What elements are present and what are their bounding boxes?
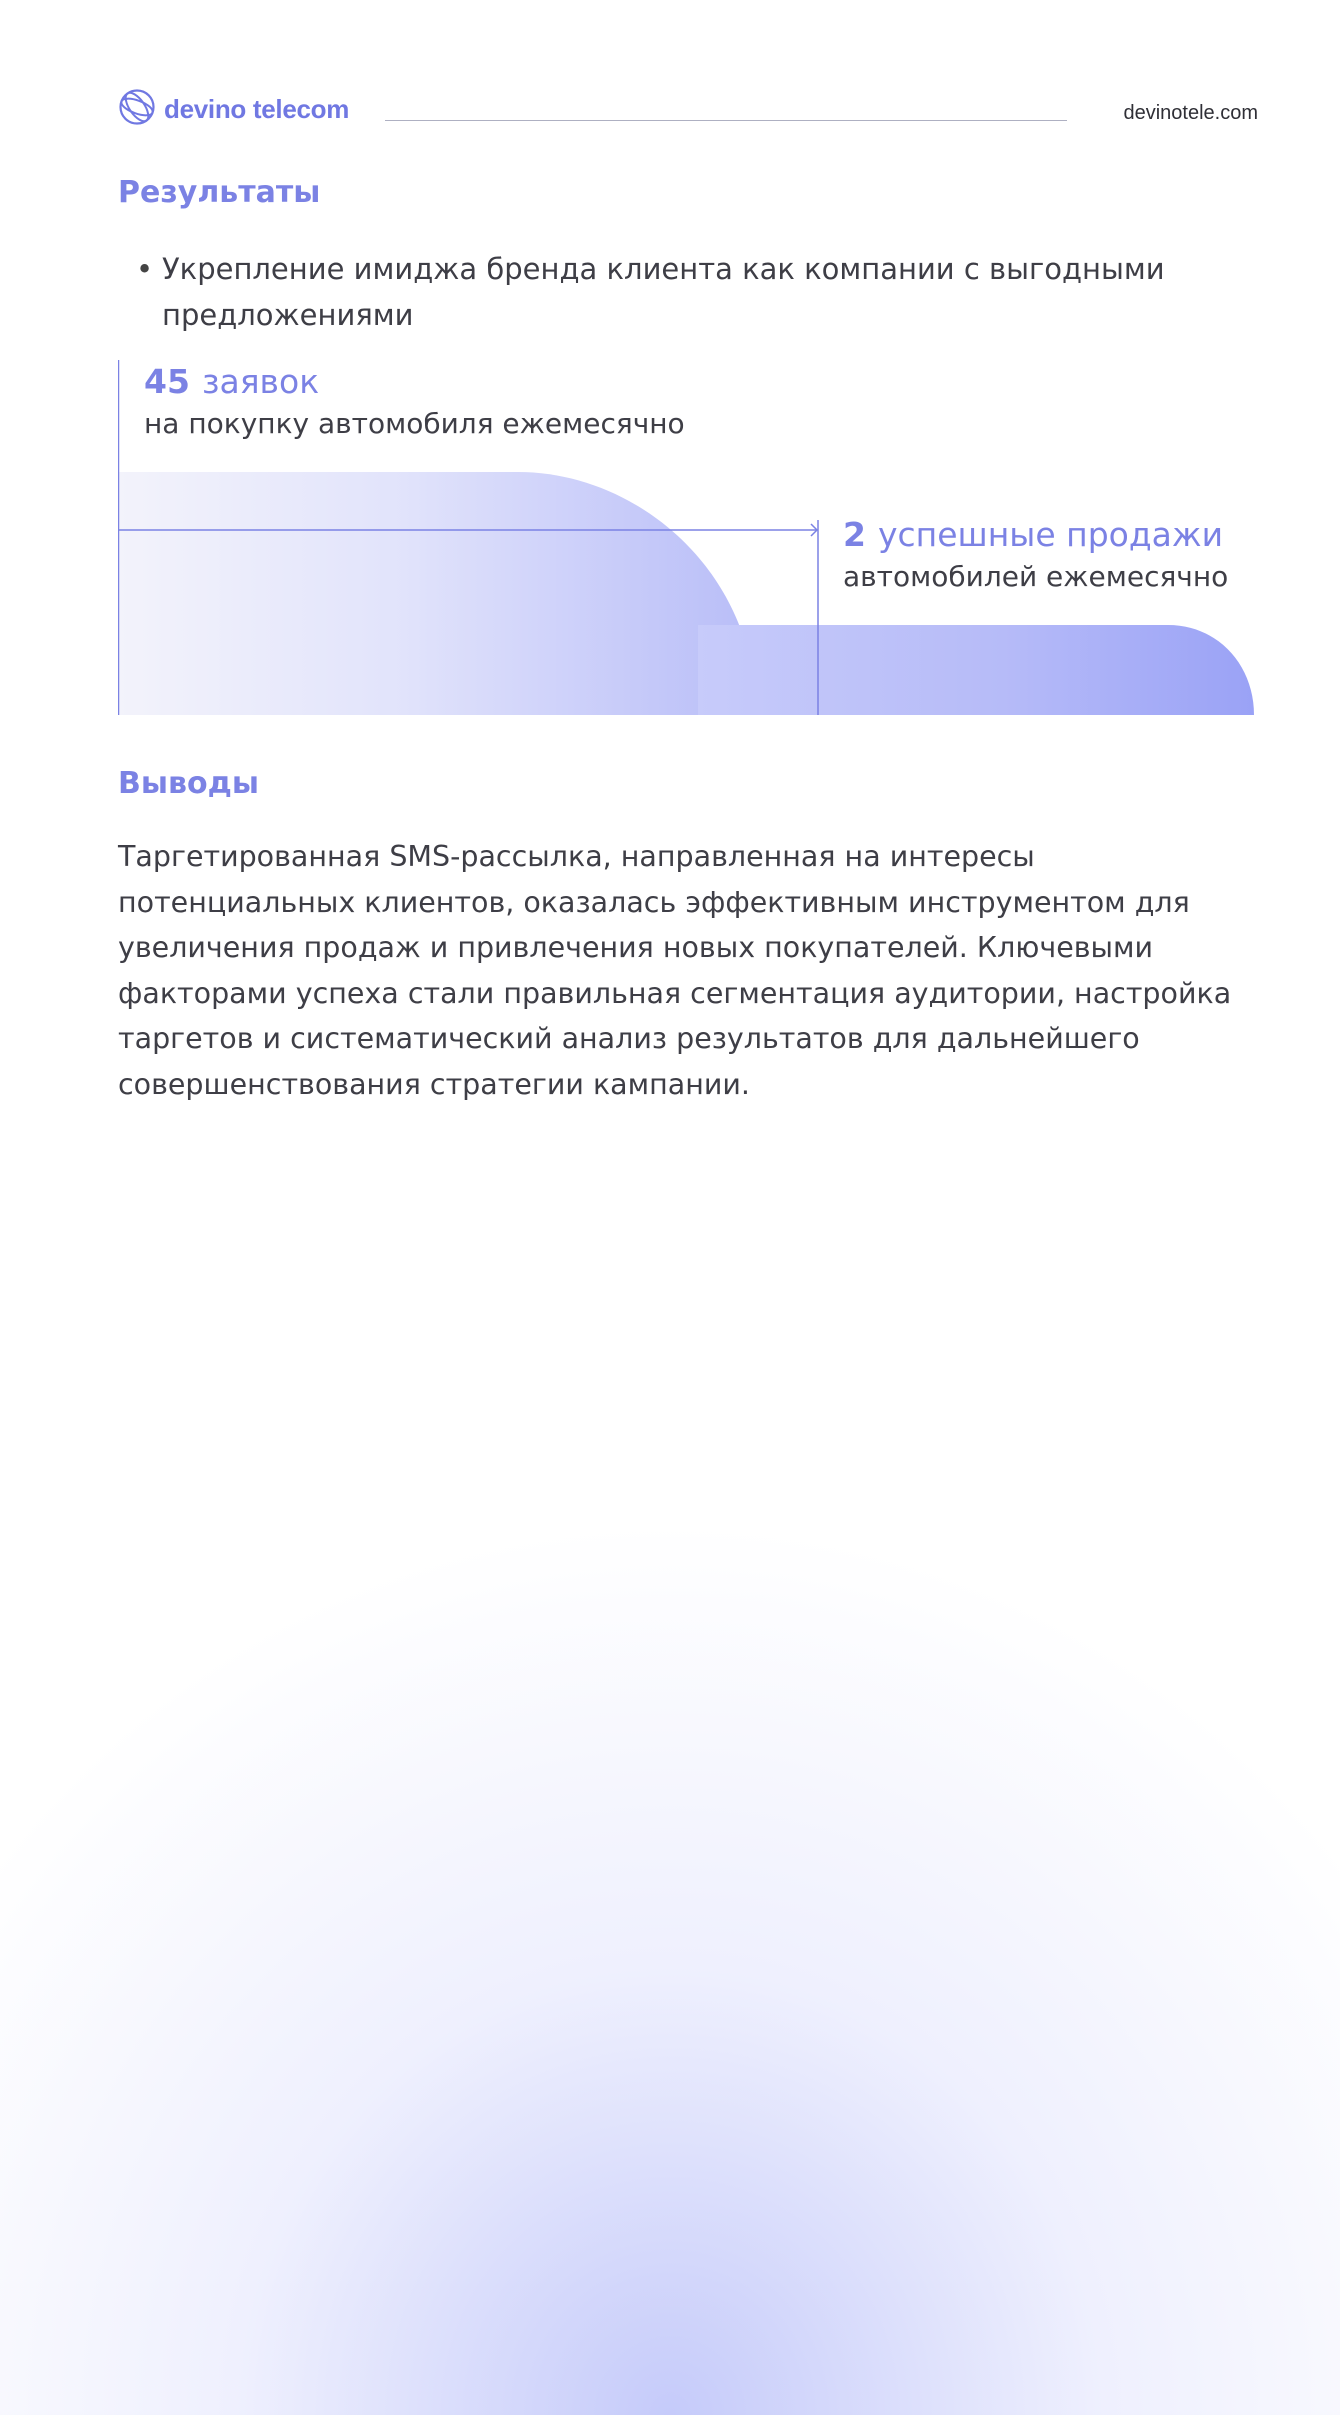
stat-applications <box>144 360 685 444</box>
stat-number: 2 <box>843 515 866 554</box>
results-heading: Результаты <box>118 175 321 210</box>
stat-description: на покупку автомобиля ежемесячно <box>144 407 685 440</box>
stat-description: автомобилей ежемесячно <box>843 560 1229 593</box>
bullet-dot: • <box>136 252 154 286</box>
brand-logo[interactable] <box>118 88 349 130</box>
stat-number: 45 <box>144 362 190 401</box>
stats-graphic <box>118 360 1254 715</box>
page-header <box>118 88 1258 138</box>
stat-unit: успешные продажи <box>877 515 1224 554</box>
logo-text: devino telecom <box>164 93 350 124</box>
conclusions-text: Таргетированная SMS-рассылка, направленная на интересы потенциальных клиентов, оказалась эффективным инструментом для увеличения продаж и привлечения новых покупателей. Ключевыми факторами успеха стали правильная сегментация аудитории, настройка таргетов и систематический анализ результатов для дальнейшего совершенствования стратегии кампании. <box>118 840 1232 1101</box>
stat-unit: заявок <box>201 362 320 401</box>
background-glow <box>0 1515 1340 2415</box>
results-bullet: Укрепление имиджа бренда клиента как компании с выгодными предложениями <box>162 252 1165 332</box>
conclusions-heading: Выводы <box>118 766 259 801</box>
site-url-link[interactable]: devinotele.com <box>1123 102 1258 124</box>
stat-bar-applications <box>118 472 756 715</box>
globe-logo-icon <box>118 88 156 130</box>
stat-bar-sales <box>698 625 1254 715</box>
stat-sales <box>843 513 1228 597</box>
header-divider <box>385 120 1067 121</box>
